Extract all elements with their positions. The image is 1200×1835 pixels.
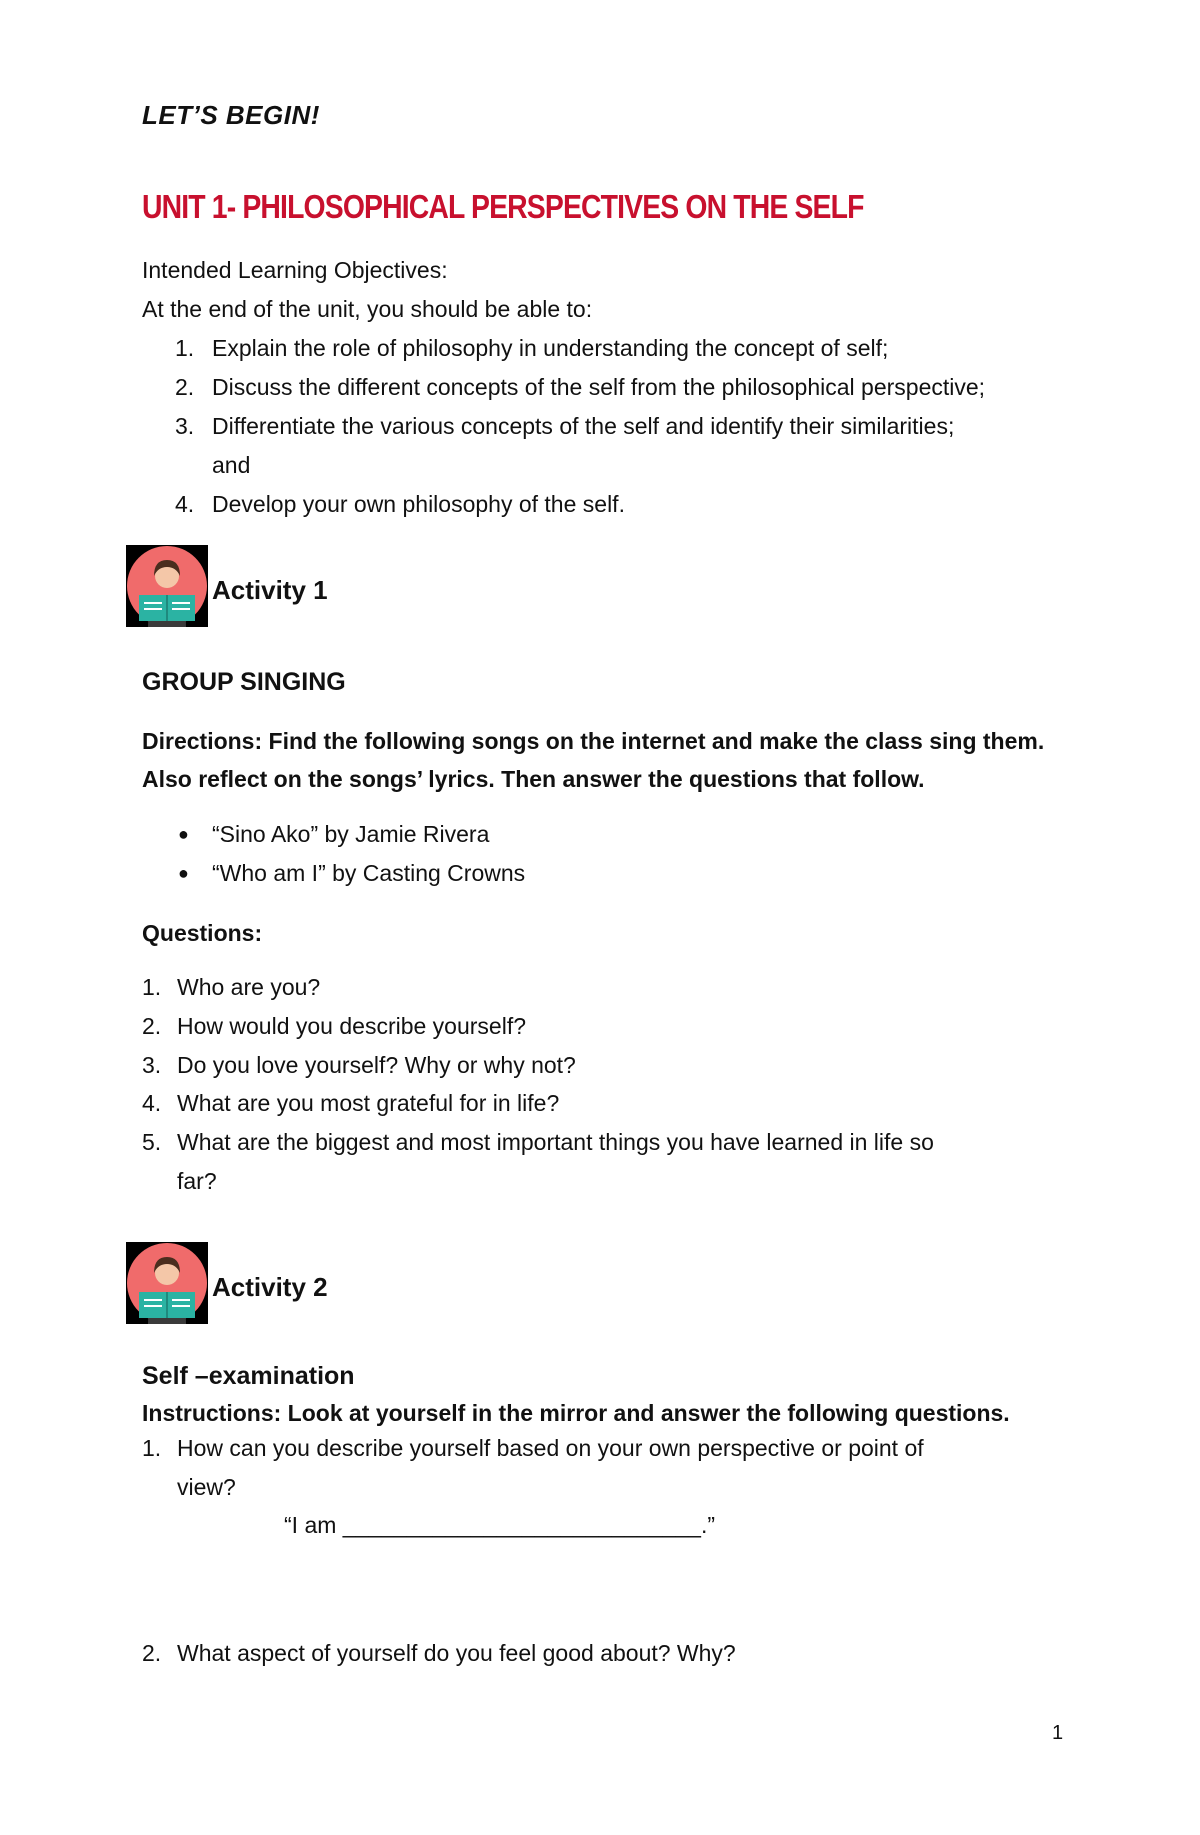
question-number: 1. [142, 974, 162, 1000]
unit-title: UNIT 1- PHILOSOPHICAL PERSPECTIVES ON THE SELF [142, 188, 864, 225]
objective-number: 4. [175, 491, 195, 517]
objective-number: 3. [175, 413, 195, 439]
song-list-item: “Sino Ako” by Jamie Rivera [212, 821, 490, 847]
page-number: 1 [1052, 1722, 1064, 1744]
question-text-continuation: far? [177, 1168, 217, 1194]
objectives-intro: At the end of the unit, you should be able to: [142, 296, 593, 322]
group-singing-title: GROUP SINGING [142, 668, 346, 696]
student-reading-icon [126, 1242, 208, 1324]
objective-text: Discuss the different concepts of the self from the philosophical perspective; [212, 374, 986, 400]
activity-1-heading: Activity 1 [212, 575, 328, 605]
fill-in-blank: “I am ____________________________.” [284, 1512, 715, 1538]
question-text: How would you describe yourself? [177, 1013, 527, 1039]
question-number: 3. [142, 1052, 162, 1078]
objective-text-continuation: and [212, 452, 251, 478]
objective-number: 2. [175, 374, 195, 400]
question-text: How can you describe yourself based on your own perspective or point of [177, 1435, 924, 1461]
objective-text: Explain the role of philosophy in understanding the concept of self; [212, 335, 889, 361]
directions-text: Also reflect on the songs’ lyrics. Then answer the questions that follow. [142, 766, 925, 792]
self-examination-title: Self –examination [142, 1362, 355, 1390]
question-text: Who are you? [177, 974, 321, 1000]
question-number: 2. [142, 1013, 162, 1039]
question-number: 5. [142, 1129, 162, 1155]
question-text-continuation: view? [177, 1474, 236, 1500]
lets-begin-heading: LET’S BEGIN! [142, 100, 320, 130]
question-text: Do you love yourself? Why or why not? [177, 1052, 576, 1078]
question-number: 2. [142, 1640, 162, 1666]
instructions-text: Instructions: Look at yourself in the mirror and answer the following questions. [142, 1400, 1010, 1426]
questions-label: Questions: [142, 920, 263, 946]
objective-text: Differentiate the various concepts of the self and identify their similarities; [212, 413, 955, 439]
question-number: 4. [142, 1090, 162, 1116]
objectives-label: Intended Learning Objectives: [142, 257, 448, 283]
directions-text: Directions: Find the following songs on the internet and make the class sing them. [142, 728, 1045, 754]
bullet-icon: ● [178, 824, 189, 844]
objective-number: 1. [175, 335, 195, 361]
song-list-item: “Who am I” by Casting Crowns [212, 860, 526, 886]
question-text: What are the biggest and most important things you have learned in life so [177, 1129, 934, 1155]
bullet-icon: ● [178, 863, 189, 883]
question-text: What are you most grateful for in life? [177, 1090, 560, 1116]
question-text: What aspect of yourself do you feel good about? Why? [177, 1640, 736, 1666]
objective-text: Develop your own philosophy of the self. [212, 491, 625, 517]
activity-2-heading: Activity 2 [212, 1272, 328, 1302]
student-reading-icon [126, 545, 208, 627]
question-number: 1. [142, 1435, 162, 1461]
